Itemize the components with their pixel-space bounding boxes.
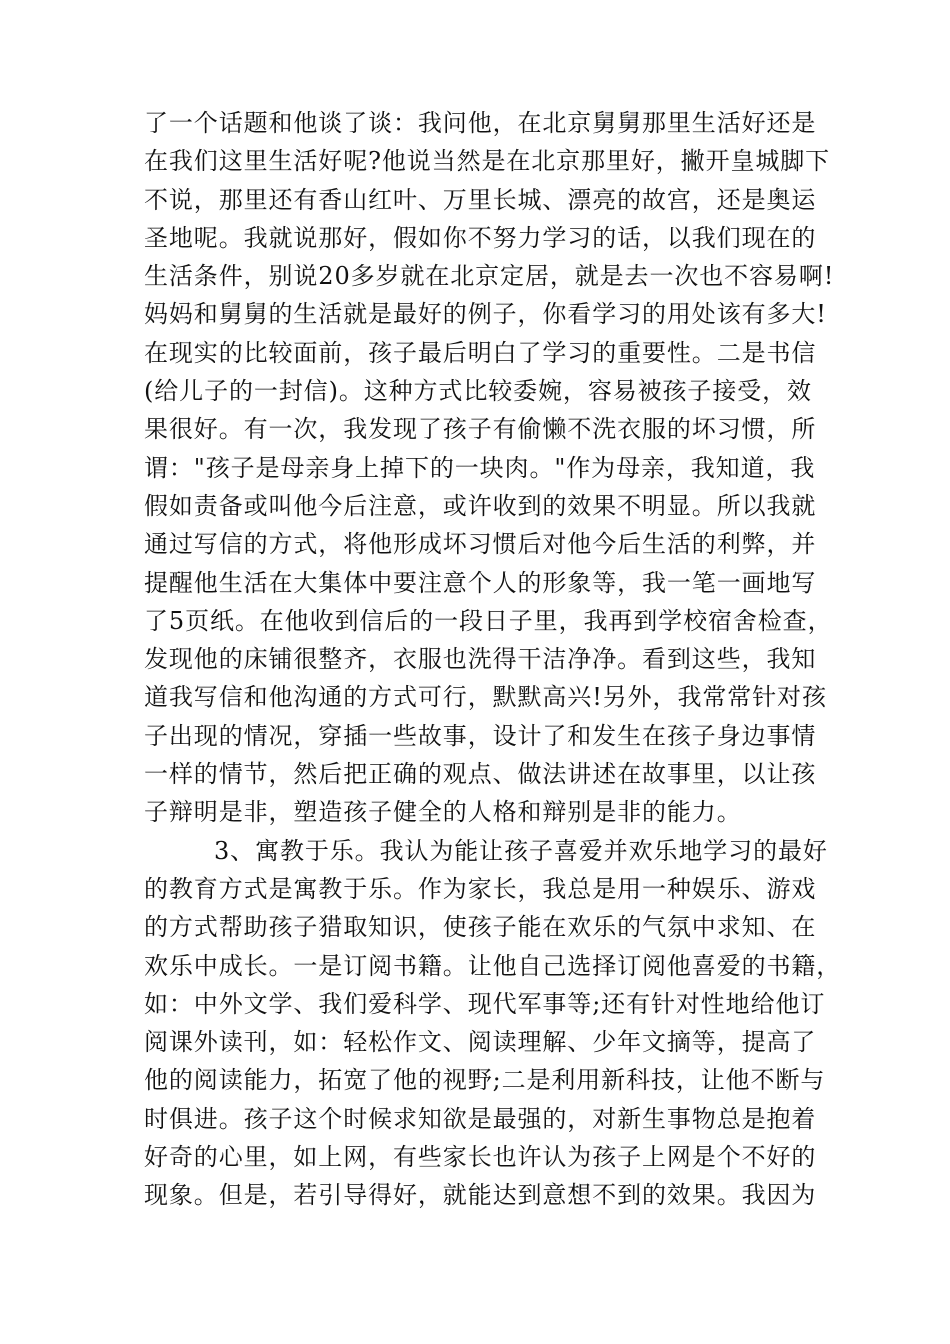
text-line: 谓："孩子是母亲身上掉下的一块肉。"作为母亲，我知道，我 [144, 453, 816, 482]
text-line: 不说，那里还有香山红叶、万里长城、漂亮的故宫，还是奥运 [144, 185, 817, 214]
text-line: 子辩明是非，塑造孩子健全的人格和辩别是非的能力。 [144, 798, 742, 827]
text-line: 道我写信和他沟通的方式可行，默默高兴!另外，我常常针对孩 [144, 683, 827, 712]
text-line: 时俱进。孩子这个时候求知欲是最强的，对新生事物总是抱着 [144, 1104, 817, 1133]
text-line: 好奇的心里，如上网，有些家长也许认为孩子上网是个不好的 [144, 1143, 817, 1172]
text-line: 果很好。有一次，我发现了孩子有偷懒不洗衣服的坏习惯，所 [144, 415, 817, 444]
text-line: 阅课外读刊，如：轻松作文、阅读理解、少年文摘等，提高了 [144, 1028, 817, 1057]
text-line: (给儿子的一封信)。这种方式比较委婉，容易被孩子接受，效 [144, 377, 812, 406]
text-line: 一样的情节，然后把正确的观点、做法讲述在故事里，以让孩 [144, 760, 817, 789]
text-line: 的教育方式是寓教于乐。作为家长，我总是用一种娱乐、游戏 [144, 874, 817, 903]
text-line: 现象。但是，若引导得好，就能达到意想不到的效果。我因为 [144, 1181, 817, 1210]
text-line: 生活条件，别说20多岁就在北京定居，就是去一次也不容易啊! [144, 262, 835, 291]
text-line: 提醒他生活在大集体中要注意个人的形象等，我一笔一画地写 [144, 568, 817, 597]
text-line: 他的阅读能力，拓宽了他的视野;二是利用新科技，让他不断与 [144, 1066, 826, 1095]
text-line: 圣地呢。我就说那好，假如你不努力学习的话，以我们现在的 [144, 223, 817, 252]
text-line: 子出现的情况，穿插一些故事，设计了和发生在孩子身边事情 [144, 721, 817, 750]
text-line: 在我们这里生活好呢?他说当然是在北京那里好，撇开皇城脚下 [144, 147, 831, 176]
text-line: 欢乐中成长。一是订阅书籍。让他自己选择订阅他喜爱的书籍， [144, 951, 842, 980]
text-line: 了一个话题和他谈了谈：我问他，在北京舅舅那里生活好还是 [144, 109, 817, 137]
document-body [144, 104, 842, 1215]
text-line: 通过写信的方式，将他形成坏习惯后对他今后生活的利弊，并 [144, 530, 817, 559]
text-line: 3、寓教于乐。我认为能让孩子喜爱并欢乐地学习的最好 [214, 836, 828, 865]
text-line: 的方式帮助孩子猎取知识，使孩子能在欢乐的气氛中求知、在 [144, 913, 817, 942]
paragraph-2 [144, 832, 842, 1215]
text-line: 在现实的比较面前，孩子最后明白了学习的重要性。二是书信 [144, 338, 817, 367]
text-line: 如：中外文学、我们爱科学、现代军事等;还有针对性地给他订 [144, 989, 826, 1018]
text-line: 妈妈和舅舅的生活就是最好的例子，你看学习的用处该有多大! [144, 300, 827, 329]
text-line: 假如责备或叫他今后注意，或许收到的效果不明显。所以我就 [144, 491, 817, 520]
paragraph-1 [144, 104, 835, 832]
text-line: 发现他的床铺很整齐，衣服也洗得干洁净净。看到这些，我知 [144, 645, 817, 674]
text-line: 了5页纸。在他收到信后的一段日子里，我再到学校宿舍检查， [144, 606, 833, 635]
